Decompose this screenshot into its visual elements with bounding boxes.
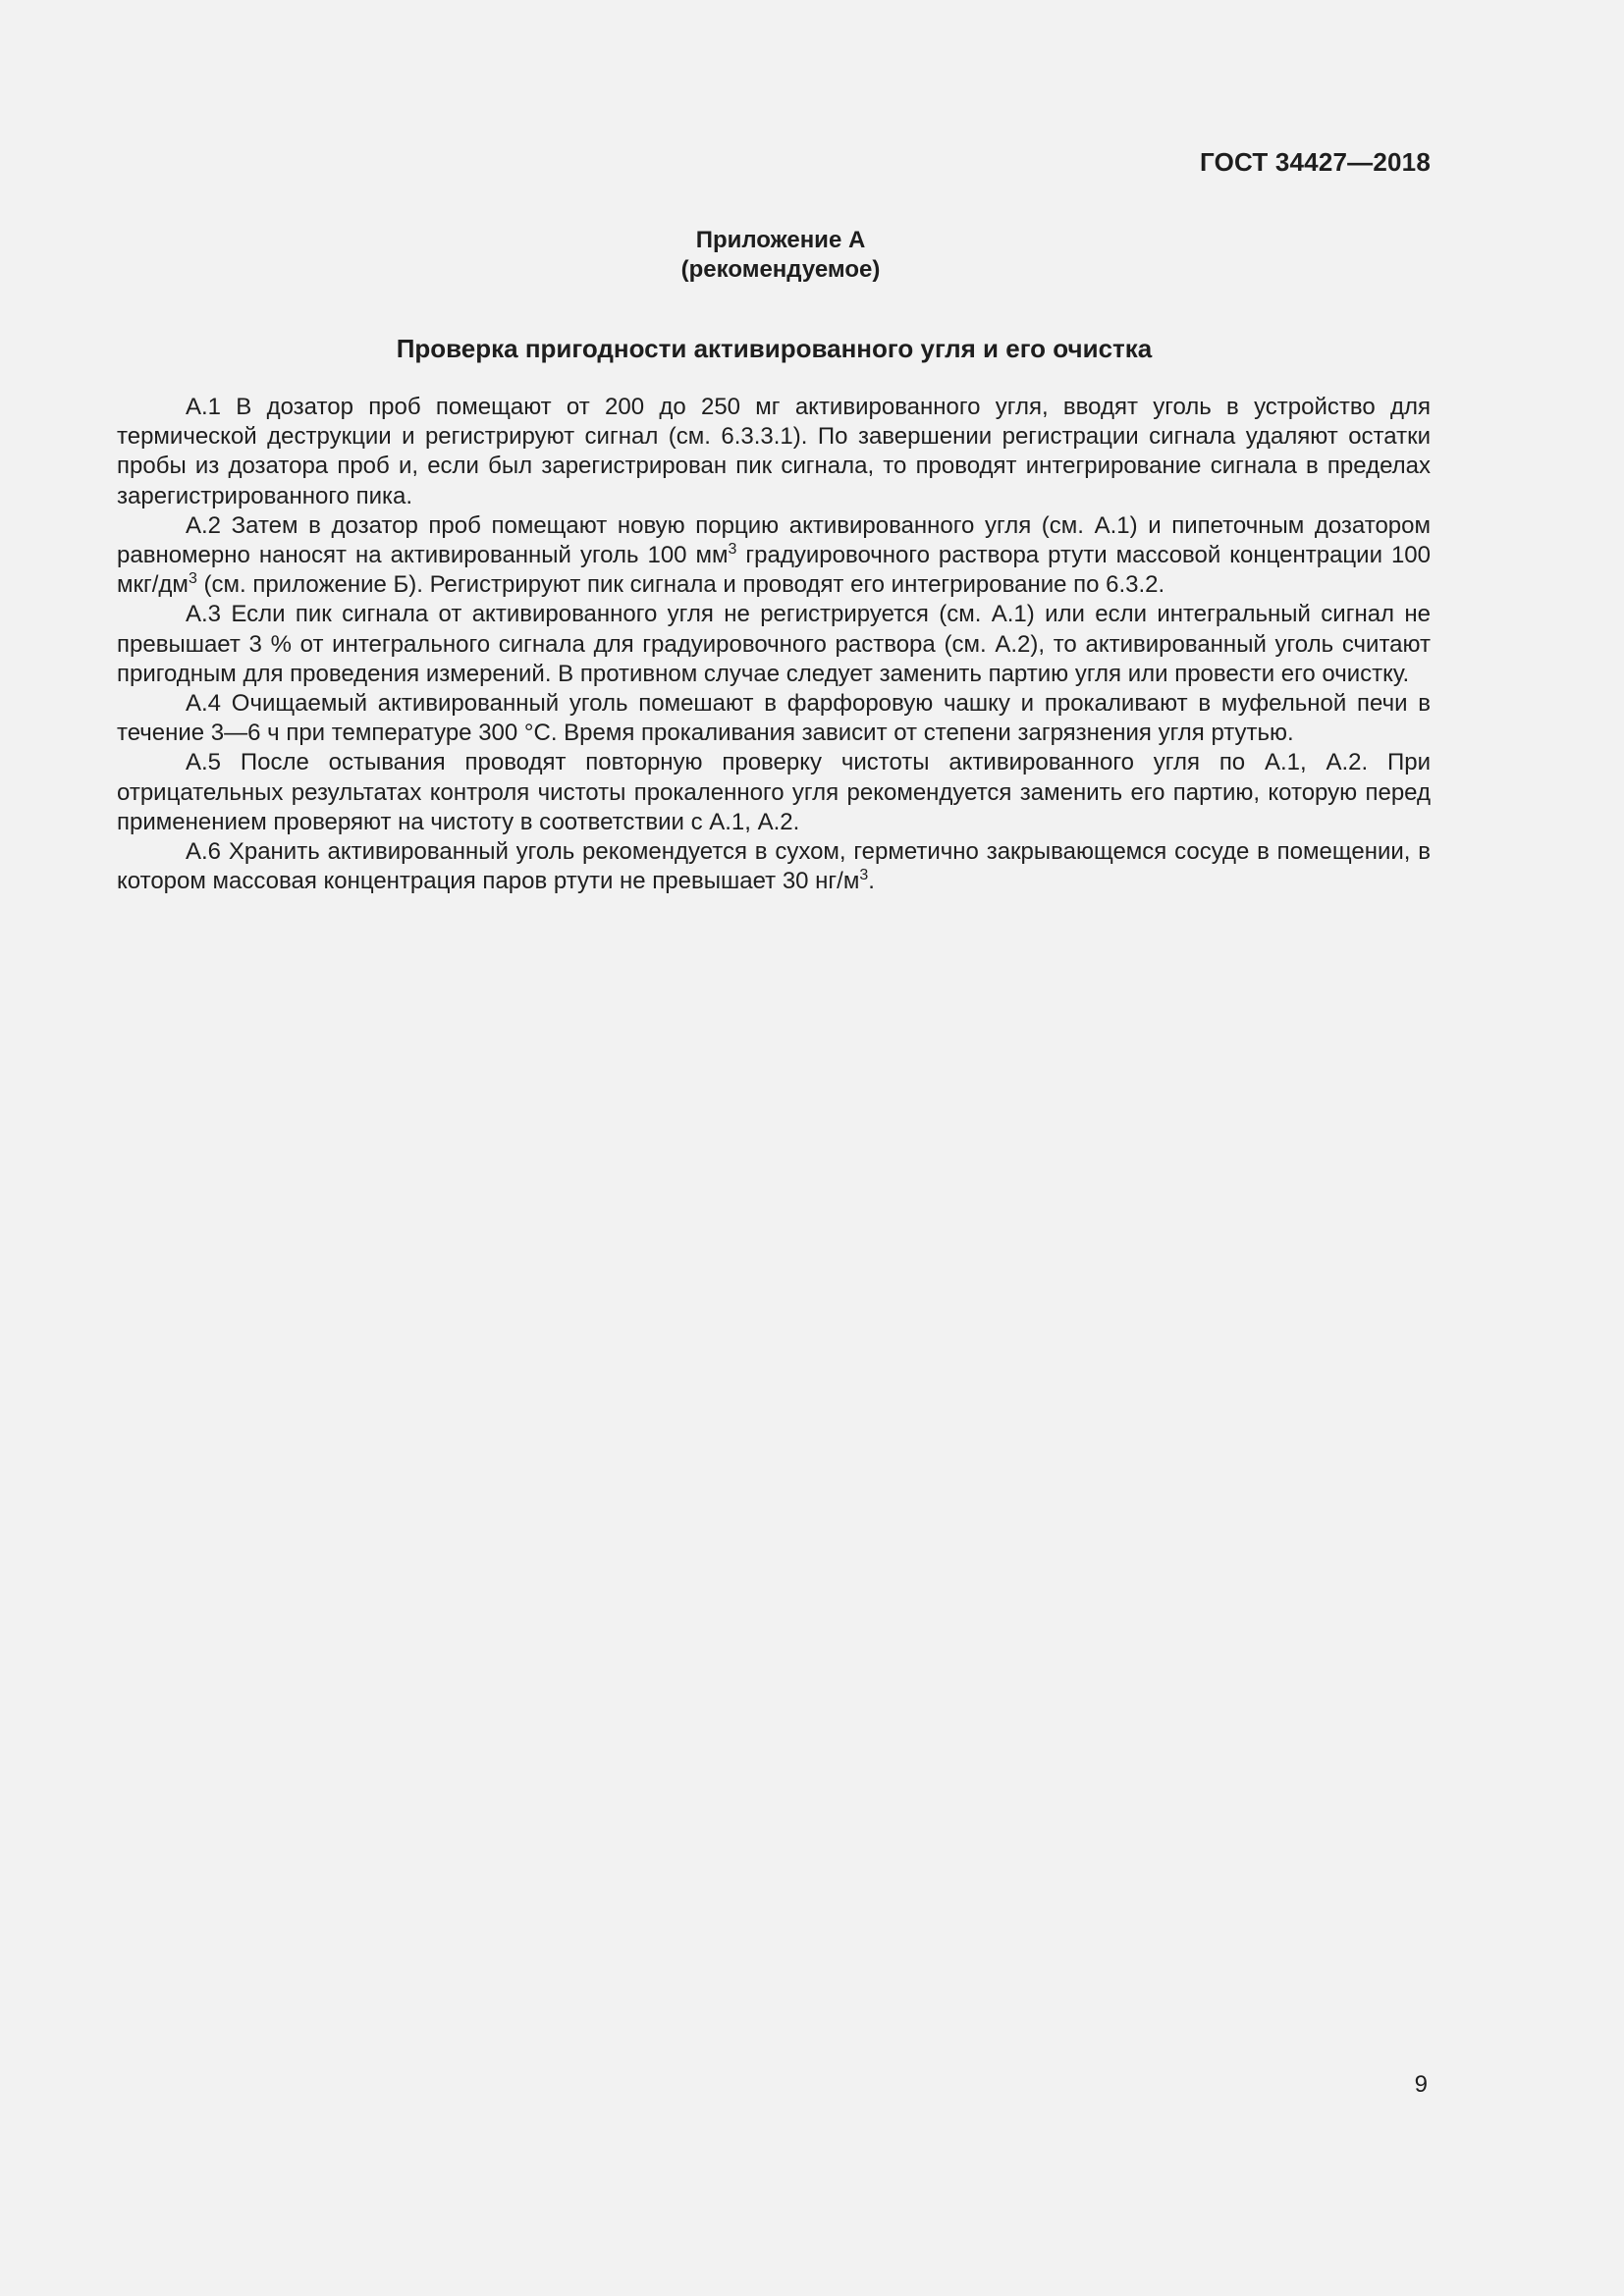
body-text [117, 393, 1431, 896]
page-number: 9 [1414, 2071, 1428, 2098]
superscript-cubic: 3 [859, 867, 869, 884]
paragraph-a6 [117, 837, 1431, 896]
appendix-title: Приложение А [695, 227, 866, 253]
paragraph-a6-part2: . [868, 868, 875, 895]
paragraph-a3: А.3 Если пик сигнала от активированного угля не регистрируется (см. А.1) или если интегральный сигнал не превышает 3 % от интегрального сигнала для градуировочного раствора (см. А.2), то активированный уголь считают пригодным для проведения измерений. В противном случае следует заменить партию угля или провести его очистку. [117, 601, 1431, 687]
paragraph-a4: А.4 Очищаемый активированный уголь помешают в фарфоровую чашку и прокаливают в муфельной печи в течение 3—6 ч при температуре 300 °С. Время прокаливания зависит от степени загрязнения угля ртутью. [117, 690, 1431, 747]
paragraph-a2-part1: А.2 Затем в дозатор проб помещают новую порцию активированного угля (см. А.1) и пипеточным дозатором равномерно наносят на активированный уголь 100 мм [117, 511, 1431, 569]
paragraph-a1: А.1 В дозатор проб помещают от 200 до 250 мг активированного угля, вводят уголь в устройство для термической деструкции и регистрируют сигнал (см. 6.3.3.1). По завершении регистрации сигнала удаляют остатки пробы из дозатора проб и, если был зарегистрирован пик сигнала, то проводят интегрирование сигнала в пределах зарегистрированного пика. [117, 394, 1431, 509]
appendix-status: (рекомендуемое) [680, 256, 881, 283]
document-code: ГОСТ 34427—2018 [1200, 147, 1431, 177]
section-title: Проверка пригодности активированного угля и его очистка [396, 334, 1153, 363]
paragraph-a2-part3: (см. приложение Б). Регистрируют пик сигнала и проводят его интегрирование по 6.3.2. [196, 571, 1165, 599]
paragraph-a5: А.5 После остывания проводят повторную проверку чистоты активированного угля по А.1, А.2. При отрицательных результатах контроля чистоты прокаленного угля рекомендуется заменить его партию, которую перед применением проверяют на чистоту в соответствии с А.1, А.2. [117, 749, 1431, 835]
superscript-cubic: 3 [188, 570, 197, 588]
paragraph-a6-part1: А.6 Хранить активированный уголь рекомендуется в сухом, герметично закрывающемся сосуде в помещении, в котором массовая концентрация паров ртути не превышает 30 нг/м [117, 838, 1431, 895]
superscript-cubic: 3 [728, 541, 737, 559]
appendix-heading [0, 226, 1561, 285]
paragraph-a2 [117, 511, 1431, 601]
paragraph-a2-part2: градуировочного раствора ртути массовой концентрации 100 мкг/дм [117, 542, 1431, 599]
